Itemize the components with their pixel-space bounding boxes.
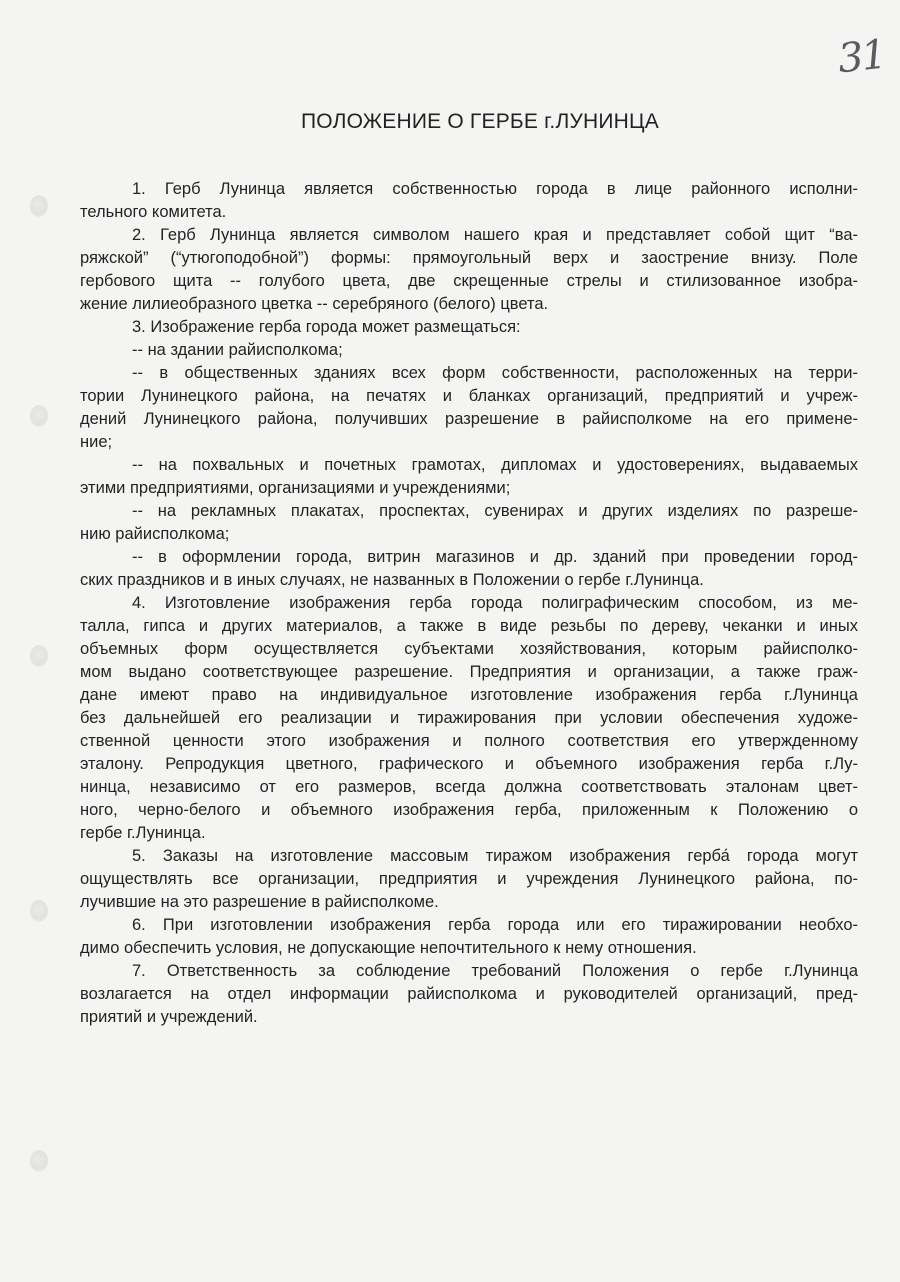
text-line: гербе г.Лунинца.	[80, 824, 206, 842]
text-line: талла, гипса и других материалов, а также в виде резьбы по дереву, чеканки и иных	[80, 617, 858, 635]
text-line: нинца, независимо от его размеров, всегда должна соответствовать эталонам цвет-	[80, 778, 858, 796]
text-line: -- на здании райисполкома;	[132, 341, 343, 359]
punch-hole-mark	[30, 645, 48, 667]
text-line: возлагается на отдел информации райисполкома и руководителей организаций, пред-	[80, 985, 858, 1003]
text-line: ощуществлять все организации, предприятия и учреждения Лунинецкого района, по-	[80, 870, 858, 888]
text-line: дений Лунинецкого района, получивших разрешение в райисполкоме на его примене-	[80, 410, 858, 428]
document-body	[80, 178, 858, 1029]
text-line: нию райисполкома;	[80, 525, 230, 543]
text-line: 7. Ответственность за соблюдение требований Положения о гербе г.Лунинца	[132, 962, 858, 980]
text-line: тельного комитета.	[80, 203, 227, 221]
text-line: -- в оформлении города, витрин магазинов и др. зданий при проведении город-	[132, 548, 858, 566]
text-line: жение лилиеобразного цветка -- серебряного (белого) цвета.	[80, 295, 549, 313]
punch-hole-mark	[30, 405, 48, 427]
text-line: ного, черно-белого и объемного изображения герба, приложенным к Положению о	[80, 801, 858, 819]
document-title: ПОЛОЖЕНИЕ О ГЕРБЕ г.ЛУНИНЦА	[301, 110, 659, 133]
text-line: -- на похвальных и почетных грамотах, дипломах и удостоверениях, выдаваемых	[132, 456, 858, 474]
text-line: лучившие на это разрешение в райисполкоме.	[80, 893, 439, 911]
text-line: димо обеспечить условия, не допускающие непочтительного к нему отношения.	[80, 939, 697, 957]
text-line: тории Лунинецкого района, на печатях и бланках организаций, предприятий и учреж-	[80, 387, 858, 405]
text-line: ряжской” (“утюгоподобной”) формы: прямоугольный верх и заострение внизу. Поле	[80, 249, 858, 267]
text-line: этими предприятиями, организациями и учреждениями;	[80, 479, 511, 497]
text-line: без дальнейшей его реализации и тиражирования при условии обеспечения художе-	[80, 709, 858, 727]
text-line: ских праздников и в иных случаях, не названных в Положении о гербе г.Лунинца.	[80, 571, 704, 589]
text-line: мом выдано соответствующее разрешение. Предприятия и организации, а также граж-	[80, 663, 858, 681]
text-line: 3. Изображение герба города может размещаться:	[132, 318, 521, 336]
punch-hole-mark	[30, 900, 48, 922]
punch-hole-mark	[30, 1150, 48, 1172]
text-line: эталону. Репродукция цветного, графического и объемного изображения герба г.Лу-	[80, 755, 858, 773]
text-line: приятий и учреждений.	[80, 1008, 258, 1026]
text-line: 4. Изготовление изображения герба города полиграфическим способом, из ме-	[132, 594, 858, 612]
text-line: 2. Герб Лунинца является символом нашего края и представляет собой щит “ва-	[132, 226, 858, 244]
text-line: ственной ценности этого изображения и полного соответствия его утвержденному	[80, 732, 858, 750]
text-line: 1. Герб Лунинца является собственностью города в лице районного исполни-	[132, 180, 858, 198]
text-line: 5. Заказы на изготовление массовым тиражом изображения герба́ города могут	[132, 847, 858, 865]
text-line: -- на рекламных плакатах, проспектах, сувенирах и других изделиях по разреше-	[132, 502, 858, 520]
text-line: 6. При изготовлении изображения герба города или его тиражировании необхо-	[132, 916, 858, 934]
text-line: дане имеют право на индивидуальное изготовление изображения герба г.Лунинца	[80, 686, 858, 704]
text-line: ние;	[80, 433, 113, 451]
text-line: -- в общественных зданиях всех форм собственности, расположенных на терри-	[132, 364, 858, 382]
handwritten-page-number: 31	[835, 31, 888, 83]
punch-hole-mark	[30, 195, 48, 217]
text-line: гербового щита -- голубого цвета, две скрещенные стрелы и стилизованное изобра-	[80, 272, 858, 290]
text-line: объемных форм осуществляется субъектами хозяйствования, которым райисполко-	[80, 640, 858, 658]
